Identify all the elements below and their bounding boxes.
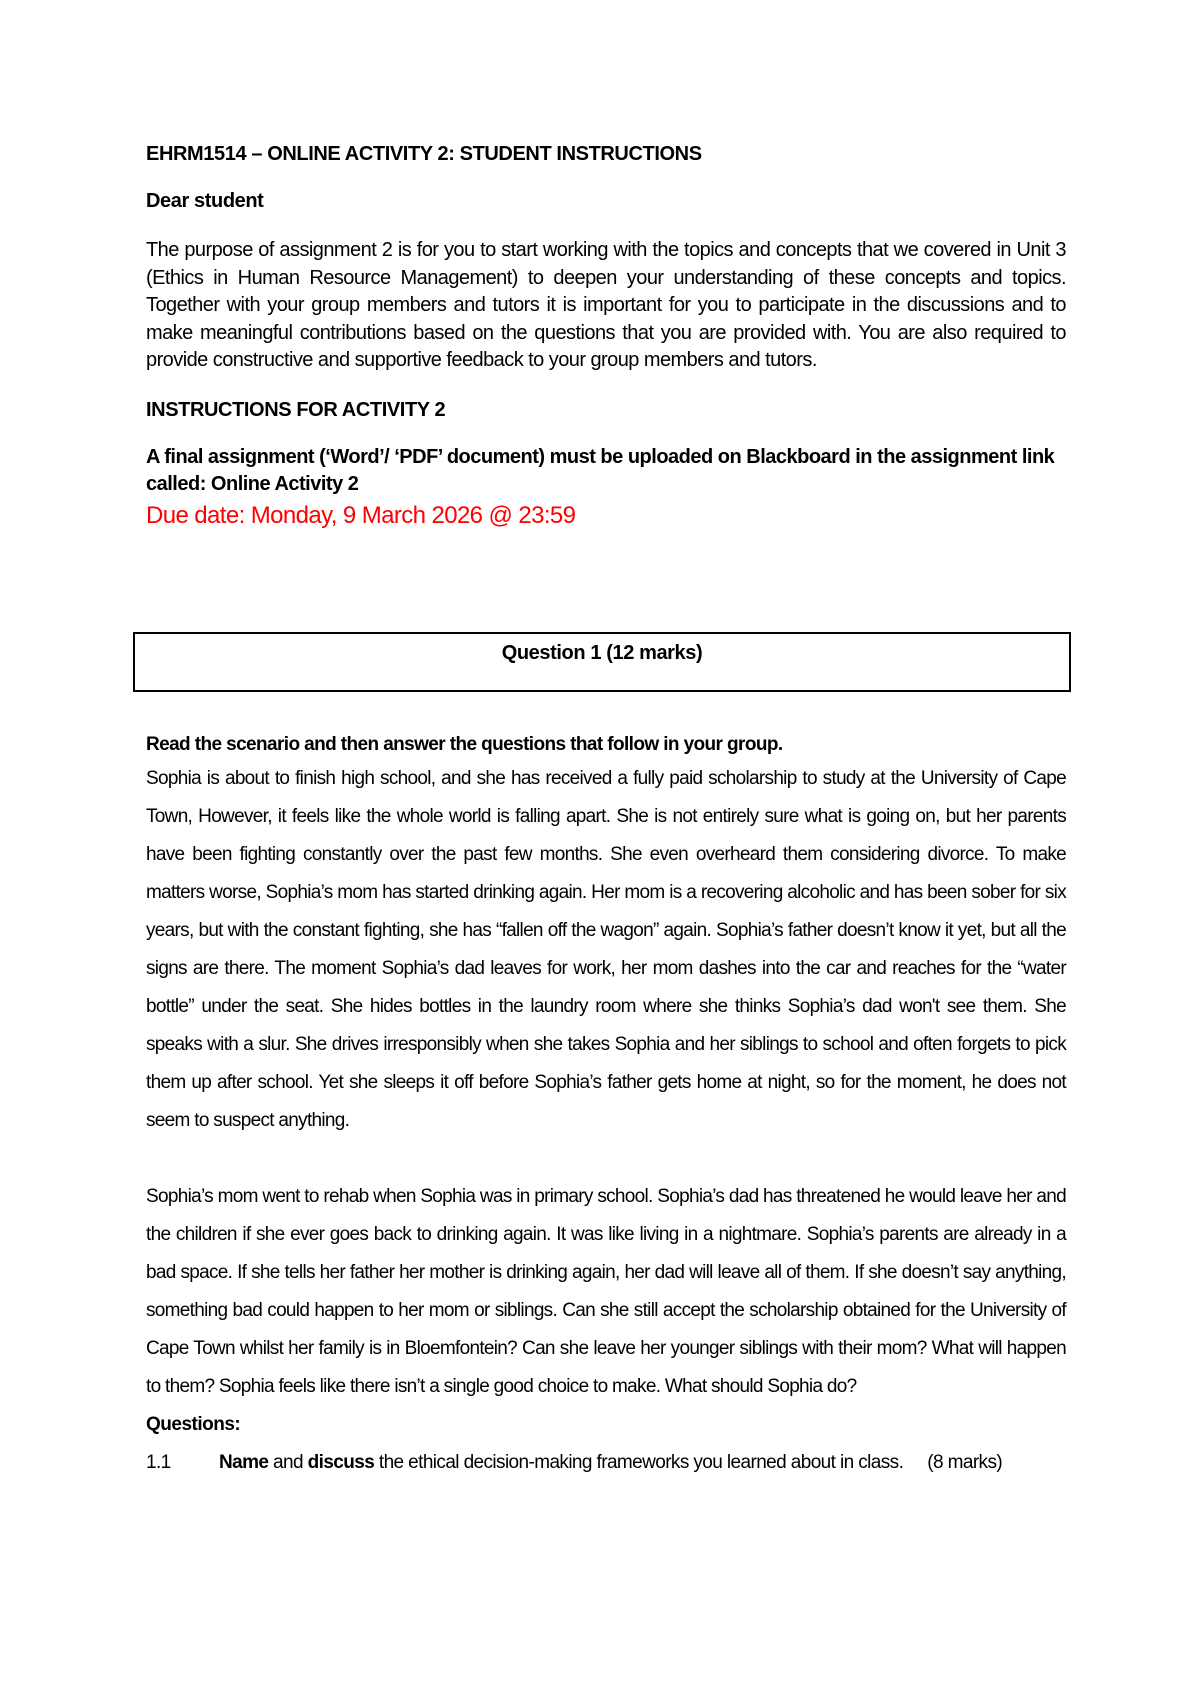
- scenario-section: [146, 732, 1066, 1482]
- question-marks: (8 marks): [927, 1452, 1003, 1473]
- question-verb-discuss: discuss: [307, 1452, 375, 1473]
- question-text: [219, 1444, 903, 1482]
- document-title: EHRM1514 – ONLINE ACTIVITY 2: STUDENT INSTRUCTIONS: [146, 143, 702, 165]
- instructions-heading: INSTRUCTIONS FOR ACTIVITY 2: [146, 398, 446, 421]
- question-body: the ethical decision-making frameworks you learned about in class.: [378, 1452, 904, 1473]
- salutation: Dear student: [146, 190, 264, 212]
- question-box-label: Question 1 (12 marks): [501, 642, 703, 664]
- scenario-lead: Read the scenario and then answer the questions that follow in your group.: [146, 734, 783, 755]
- questions-heading: Questions:: [146, 1414, 241, 1435]
- due-date: Due date: Monday, 9 March 2026 @ 23:59: [146, 501, 576, 529]
- question-number: 1.1: [146, 1452, 171, 1473]
- scenario-paragraph-1: Sophia is about to finish high school, and she has received a fully paid scholarship to study at the University of Cape Town, However, it feels like the whole world is falling apart. She is not entirely sure what is going on, but her parents have been fighting constantly over the past few months. She even overheard them considering divorce. To make matters worse, Sophia’s mom has started drinking again. Her mom is a recovering alcoholic and has been sober for six years, but with the constant fighting, she has “fallen off the wagon” again. Sophia’s father doesn’t know it yet, but all the signs are there. The moment Sophia’s dad leaves for work, her mom dashes into the car and reaches for the “water bottle” under the seat. She hides bottles in the laundry room where she thinks Sophia’s dad won't see them. She speaks with a slur. She drives irresponsibly when she takes Sophia and her siblings to school and often forgets to pick them up after school. Yet she sleeps it off before Sophia’s father gets home at night, so for the moment, he does not seem to suspect anything.: [146, 768, 1066, 1131]
- scenario-paragraph-2: Sophia’s mom went to rehab when Sophia was in primary school. Sophia’s dad has threatened he would leave her and the children if she ever goes back to drinking again. It was like living in a nightmare. Sophia’s parents are already in a bad space. If she tells her father her mother is drinking again, her dad will leave all of them. If she doesn’t say anything, something bad could happen to her mom or siblings. Can she still accept the scholarship obtained for the University of Cape Town whilst her family is in Bloemfontein? Can she leave her younger siblings with their mom? What will happen to them? Sophia feels like there isn’t a single good choice to make. What should Sophia do?: [146, 1186, 1066, 1397]
- question-connector: and: [273, 1452, 303, 1473]
- question-box: [133, 632, 1071, 692]
- upload-instruction: A final assignment (‘Word’/ ‘PDF’ document) must be uploaded on Blackboard in the assignment link called: Online Activity 2: [146, 445, 1055, 495]
- purpose-paragraph: The purpose of assignment 2 is for you to start working with the topics and concepts that we covered in Unit 3 (Ethics in Human Resource Management) to deepen your understanding of these concepts and topics. Together with your group members and tutors it is important for you to participate in the discussions and to make meaningful contributions based on the questions that you are provided with. You are also required to provide constructive and supportive feedback to your group members and tutors.: [146, 239, 1066, 371]
- question-item: [146, 1444, 1066, 1482]
- instructions-section: [146, 143, 1066, 531]
- question-verb-name: Name: [219, 1452, 269, 1473]
